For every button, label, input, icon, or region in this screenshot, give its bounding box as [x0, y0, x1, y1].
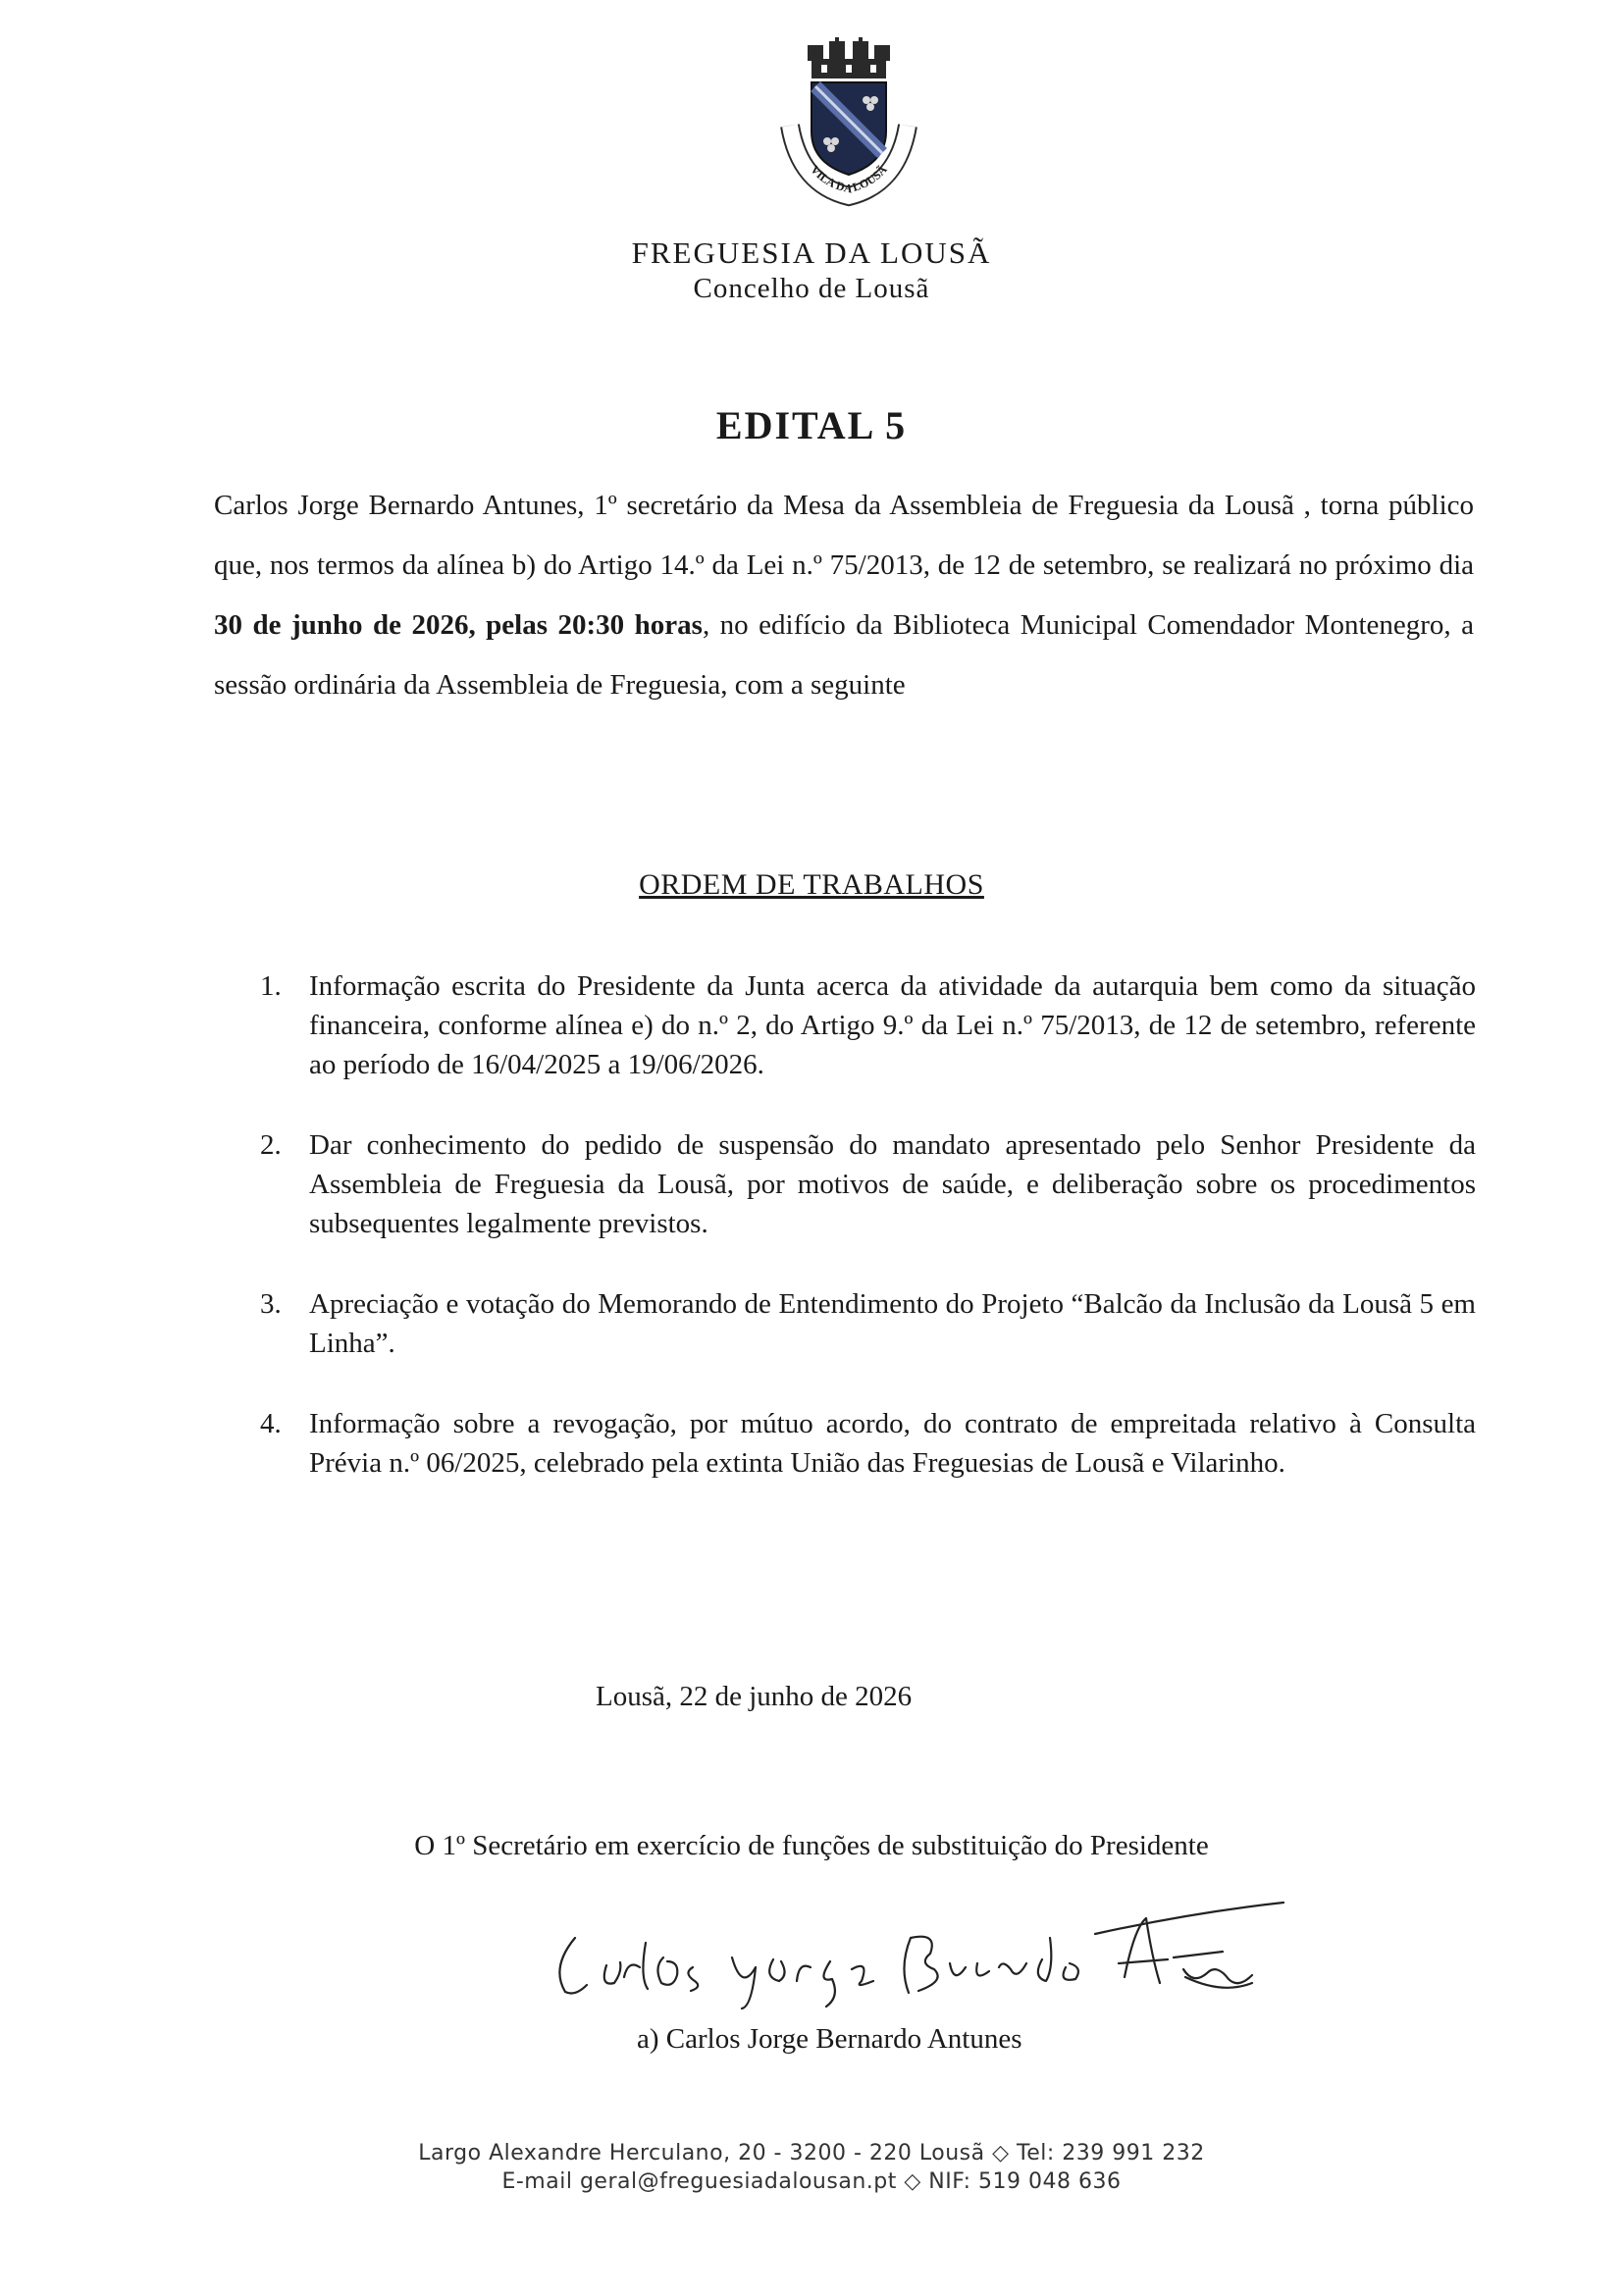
footer-contact: [0, 2139, 1623, 2196]
agenda-item: [253, 1404, 1476, 1483]
agenda-item-text: Dar conhecimento do pedido de suspensão do mandato apresentado pelo Senhor Presidente da Assembleia de Freguesia da Lousã, por motivos de saúde, e deliberação sobre os procedimentos subsequentes legalmente previstos.: [309, 1129, 1476, 1239]
crest-motto: VILA DA LOUSÃ: [808, 162, 890, 196]
meeting-date-time: 30 de junho de 2026, pelas 20:30 horas: [214, 609, 703, 641]
handwritten-signature: [546, 1899, 1301, 2011]
footer-email-nif: E-mail geral@freguesiadalousan.pt ◇ NIF: 519 048 636: [501, 2169, 1122, 2194]
coat-of-arms-logo: [770, 37, 927, 214]
agenda-item: [253, 966, 1476, 1084]
agenda-item: [253, 1125, 1476, 1243]
footer-address: Largo Alexandre Herculano, 20 - 3200 - 220 Lousã ◇ Tel: 239 991 232: [418, 2141, 1205, 2166]
document-header: [0, 235, 1623, 306]
agenda-item-number: 2.: [260, 1129, 282, 1161]
agenda-item-text: Informação sobre a revogação, por mútuo acordo, do contrato de empreitada relativo à Consulta Prévia n.º 06/2025, celebrado pela extinta União das Freguesias de Lousã e Vilarinho.: [309, 1408, 1476, 1479]
agenda-item: [253, 1284, 1476, 1363]
agenda-title: ORDEM DE TRABALHOS: [639, 868, 984, 901]
intro-paragraph: [214, 476, 1474, 715]
signer-name: a) Carlos Jorge Bernardo Antunes: [637, 2023, 1022, 2055]
mural-crown-icon: [808, 37, 890, 78]
intro-text-part1: Carlos Jorge Bernardo Antunes, 1º secretário da Mesa da Assembleia de Freguesia da Lousã , torna público que, nos termos da alínea b) do Artigo 14.º da Lei n.º 75/2013, de 12 de setembro, se realizará no próximo dia: [214, 490, 1474, 581]
intro-text-part2: , no edifício da Biblioteca Municipal Comendador Montenegro, a sessão ordinária da Assembleia de Freguesia, com a seguinte: [214, 609, 1475, 701]
document-title: EDITAL 5: [715, 403, 908, 447]
agenda-item-number: 1.: [260, 970, 282, 1002]
agenda-item-text: Informação escrita do Presidente da Junta acerca da atividade da autarquia bem como da situação financeira, conforme alínea e) do n.º 2, do Artigo 9.º da Lei n.º 75/2013, de 12 de setembro, referente ao período de 16/04/2025 a 19/06/2026.: [309, 970, 1476, 1080]
place-and-date: Lousã, 22 de junho de 2026: [596, 1681, 913, 1712]
agenda-list: [253, 966, 1476, 1524]
agenda-item-text: Apreciação e votação do Memorando de Entendimento do Projeto “Balcão da Inclusão da Lousã 5 em Linha”.: [309, 1288, 1476, 1359]
agenda-item-number: 3.: [260, 1288, 282, 1320]
agenda-item-number: 4.: [260, 1408, 282, 1439]
municipality-name: Concelho de Lousã: [693, 273, 930, 304]
signer-title: O 1º Secretário em exercício de funções de substituição do Presidente: [414, 1830, 1209, 1861]
organization-name: FREGUESIA DA LOUSÃ: [631, 235, 992, 270]
